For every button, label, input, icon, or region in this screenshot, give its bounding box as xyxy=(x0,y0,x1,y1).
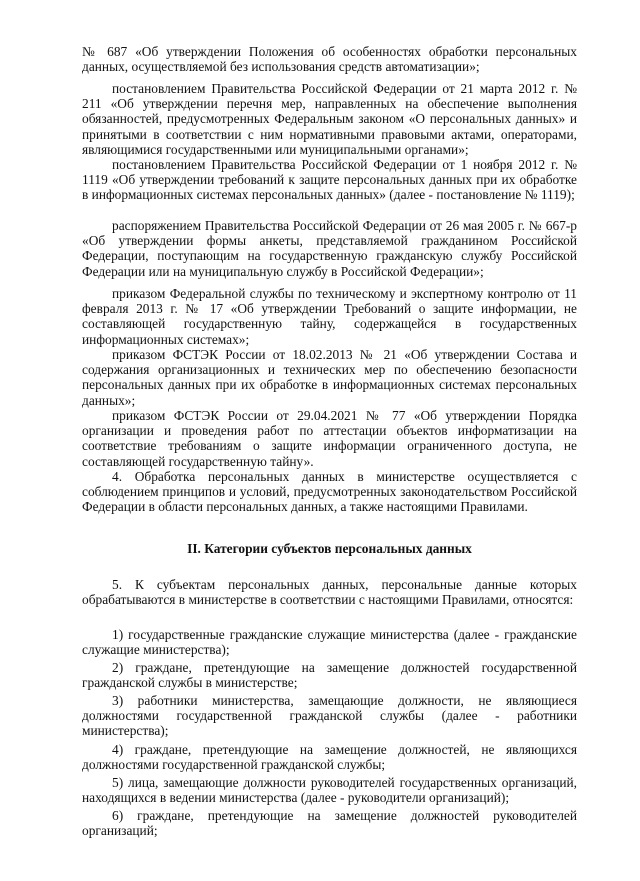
paragraph-fstec-17: приказом Федеральной службы по техническому и экспертному контролю от 11 февраля 2013 г. № 17 «Об утверждении Требований о защите информации, не составляющей государственную тайну, содержащейся в государственных информационных системах»; xyxy=(82,286,577,347)
list-item-6: 6) граждане, претендующие на замещение должностей руководителей организаций; xyxy=(82,808,577,839)
paragraph-order-667r: распоряжением Правительства Российской Федерации от 26 мая 2005 г. № 667-р «Об утверждении формы анкеты, представляемой гражданином Российской Федерации, поступающим на государственную гражданскую службу Российской Федерации или на муниципальную службу в Российской Федерации»; xyxy=(82,218,577,279)
paragraph-fstec-21: приказом ФСТЭК России от 18.02.2013 № 21 «Об утверждении Состава и содержания организационных и технических мер по обеспечению безопасности персональных данных при их обработке в информационных системах персональных данных»; xyxy=(82,347,577,408)
paragraph-item-4: 4. Обработка персональных данных в министерстве осуществляется с соблюдением принципов и условий, предусмотренных законодательством Российской Федерации в области персональных данных, а также настоящими Правилами. xyxy=(82,469,577,515)
paragraph-decree-211: постановлением Правительства Российской Федерации от 21 марта 2012 г. № 211 «Об утверждении перечня мер, направленных на обеспечение выполнения обязанностей, предусмотренных Федеральным законом «О персональных данных» и принятыми в соответствии с ним нормативными правовыми актами, операторами, являющимися государственными или муниципальными органами»; xyxy=(82,81,577,157)
section-heading: II. Категории субъектов персональных данных xyxy=(187,541,472,556)
list-item-2: 2) граждане, претендующие на замещение должностей государственной гражданской службы в министерстве; xyxy=(82,660,577,691)
paragraph-decree-1119: постановлением Правительства Российской Федерации от 1 ноября 2012 г. № 1119 «Об утверждении требований к защите персональных данных при их обработке в информационных системах персональных данных» (далее - постановление № 1119); xyxy=(82,157,577,203)
list-item-4: 4) граждане, претендующие на замещение должностей, не являющихся должностями государственной гражданской службы; xyxy=(82,742,577,773)
paragraph-item-5: 5. К субъектам персональных данных, персональные данные которых обрабатываются в министерстве в соответствии с настоящими Правилами, относятся: xyxy=(82,577,577,608)
paragraph-decree-687: № 687 «Об утверждении Положения об особенностях обработки персональных данных, осуществляемой без использования средств автоматизации»; xyxy=(82,44,577,75)
list-item-1: 1) государственные гражданские служащие министерства (далее - гражданские служащие министерства); xyxy=(82,627,577,658)
list-item-5: 5) лица, замещающие должности руководителей государственных организаций, находящихся в ведении министерства (далее - руководители организаций); xyxy=(82,775,577,806)
list-item-3: 3) работники министерства, замещающие должности, не являющиеся должностями государственной гражданской службы (далее - работники министерства); xyxy=(82,693,577,739)
paragraph-fstec-77: приказом ФСТЭК России от 29.04.2021 № 77 «Об утверждении Порядка организации и проведения работ по аттестации объектов информатизации на соответствие требованиям о защите информации ограниченного доступа, не составляющей государственную тайну». xyxy=(82,408,577,469)
